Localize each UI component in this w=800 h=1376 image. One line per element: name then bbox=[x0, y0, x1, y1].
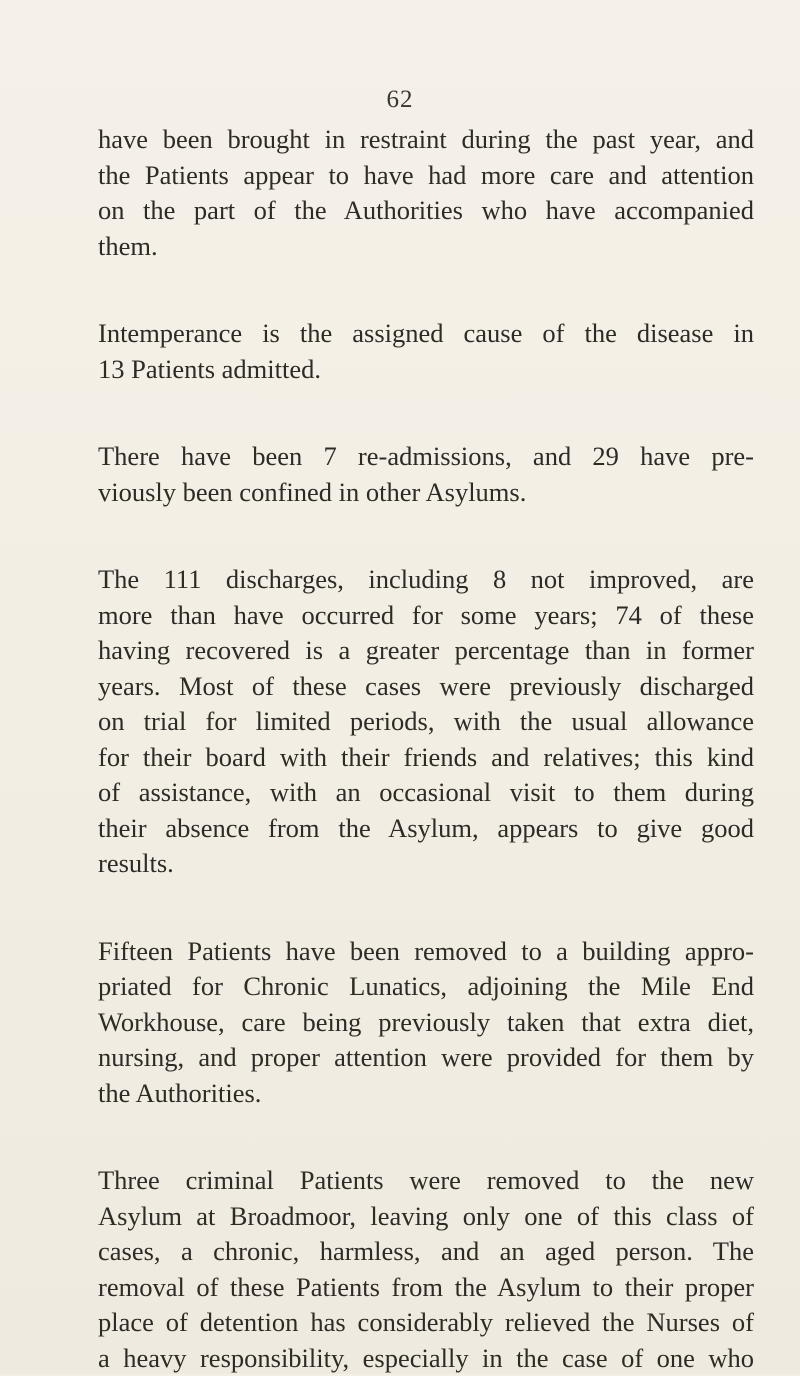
text-line: priated for Chronic Lunatics, adjoining the Mile End bbox=[98, 969, 754, 1005]
text-line: for their board with their friends and relatives; this kind bbox=[98, 740, 754, 776]
paragraph-discharges bbox=[98, 562, 754, 882]
text-line: viously been confined in other Asylums. bbox=[98, 475, 754, 511]
text-line: on the part of the Authorities who have accompanied bbox=[98, 193, 754, 229]
text-line: more than have occurred for some years; 74 of these bbox=[98, 598, 754, 634]
paragraph-restraint bbox=[98, 122, 754, 264]
text-line: removal of these Patients from the Asylum to their proper bbox=[98, 1270, 754, 1306]
text-line: Asylum at Broadmoor, leaving only one of this class of bbox=[98, 1199, 754, 1235]
text-line: cases, a chronic, harmless, and an aged person. The bbox=[98, 1234, 754, 1270]
paragraph-intemperance bbox=[98, 316, 754, 387]
text-line: The 111 discharges, including 8 not improved, are bbox=[98, 562, 754, 598]
text-line: nursing, and proper attention were provided for them by bbox=[98, 1040, 754, 1076]
text-line: the Authorities. bbox=[98, 1076, 754, 1112]
paragraph-chronic-lunatics bbox=[98, 934, 754, 1112]
text-line: on trial for limited periods, with the usual allowance bbox=[98, 704, 754, 740]
text-line: the Patients appear to have had more care and attention bbox=[98, 158, 754, 194]
text-line: of assistance, with an occasional visit to them during bbox=[98, 775, 754, 811]
body-text bbox=[98, 122, 754, 1376]
text-line: them. bbox=[98, 229, 754, 265]
text-line: Three criminal Patients were removed to the new bbox=[98, 1163, 754, 1199]
text-line: There have been 7 re-admissions, and 29 have pre- bbox=[98, 439, 754, 475]
text-line: years. Most of these cases were previously discharged bbox=[98, 669, 754, 705]
text-line: a heavy responsibility, especially in the case of one who bbox=[98, 1341, 754, 1376]
text-line: have been brought in restraint during the past year, and bbox=[98, 122, 754, 158]
paragraph-criminal-patients bbox=[98, 1163, 754, 1376]
text-line: having recovered is a greater percentage than in former bbox=[98, 633, 754, 669]
text-line: place of detention has considerably relieved the Nurses of bbox=[98, 1305, 754, 1341]
text-line: results. bbox=[98, 846, 754, 882]
text-line: 13 Patients admitted. bbox=[98, 352, 754, 388]
page-number: 62 bbox=[0, 86, 800, 114]
text-line: Workhouse, care being previously taken that extra diet, bbox=[98, 1005, 754, 1041]
text-line: their absence from the Asylum, appears to give good bbox=[98, 811, 754, 847]
paragraph-readmissions bbox=[98, 439, 754, 510]
text-line: Fifteen Patients have been removed to a building appro- bbox=[98, 934, 754, 970]
text-line: Intemperance is the assigned cause of the disease in bbox=[98, 316, 754, 352]
